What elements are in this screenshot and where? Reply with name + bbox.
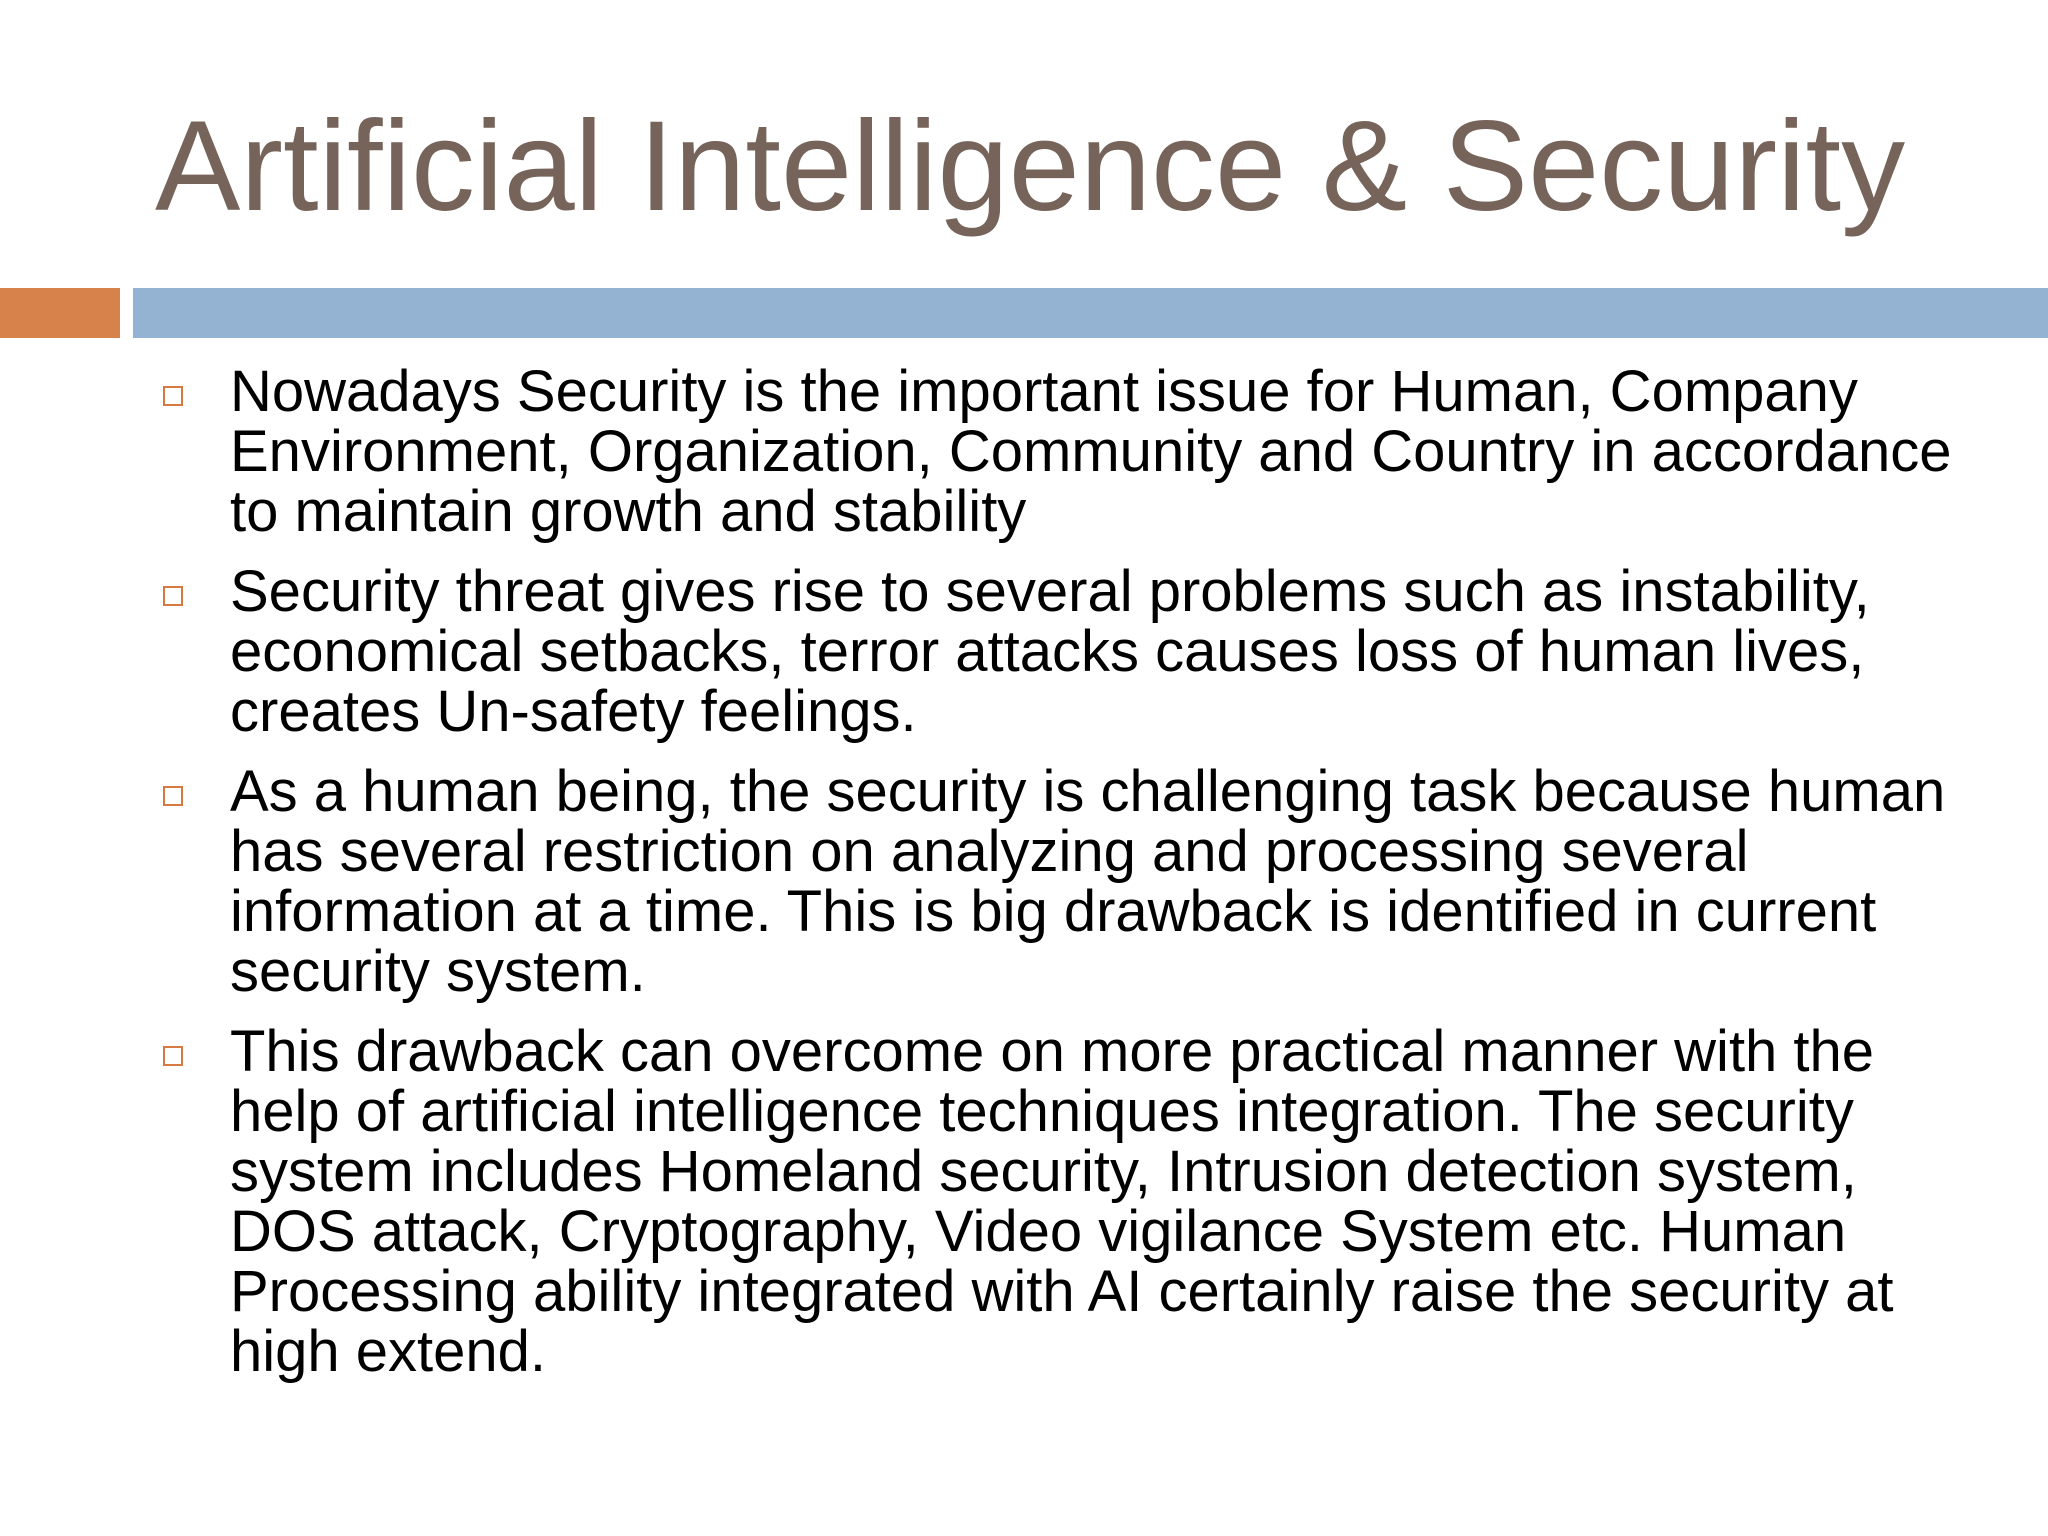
accent-bar: [0, 288, 120, 338]
hollow-square-icon: [163, 386, 183, 406]
bullet-item: [155, 359, 1955, 544]
bullet-text: As a human being, the security is challenging task because human has several restriction on analyzing and processing several information at a time. This is big drawback is identified in current security system.: [230, 759, 1946, 1004]
bullet-text: Nowadays Security is the important issue for Human, Company Environment, Organization, Community and Country in accordance to maintain growth and stability: [230, 359, 1952, 544]
hollow-square-icon: [163, 1046, 183, 1066]
bullet-item: [155, 559, 1955, 744]
bullet-item: [155, 1019, 1955, 1384]
bullet-text: Security threat gives rise to several problems such as instability, economical setbacks, terror attacks causes loss of human lives, creates Un-safety feelings.: [230, 559, 1870, 744]
slide-title: Artificial Intelligence & Security: [155, 95, 1906, 238]
bullet-item: [155, 759, 1955, 1004]
hollow-square-icon: [163, 586, 183, 606]
bullet-text: This drawback can overcome on more practical manner with the help of artificial intelligence techniques integration. The security system includes Homeland security, Intrusion detection system, DOS attack, Cryptography, Video vigilance System etc. Human Processing ability integrated with AI certainly raise the security at high extend.: [230, 1019, 1894, 1384]
hollow-square-icon: [163, 786, 183, 806]
bullet-list: [155, 359, 1955, 1402]
title-divider-bar: [133, 288, 2048, 338]
